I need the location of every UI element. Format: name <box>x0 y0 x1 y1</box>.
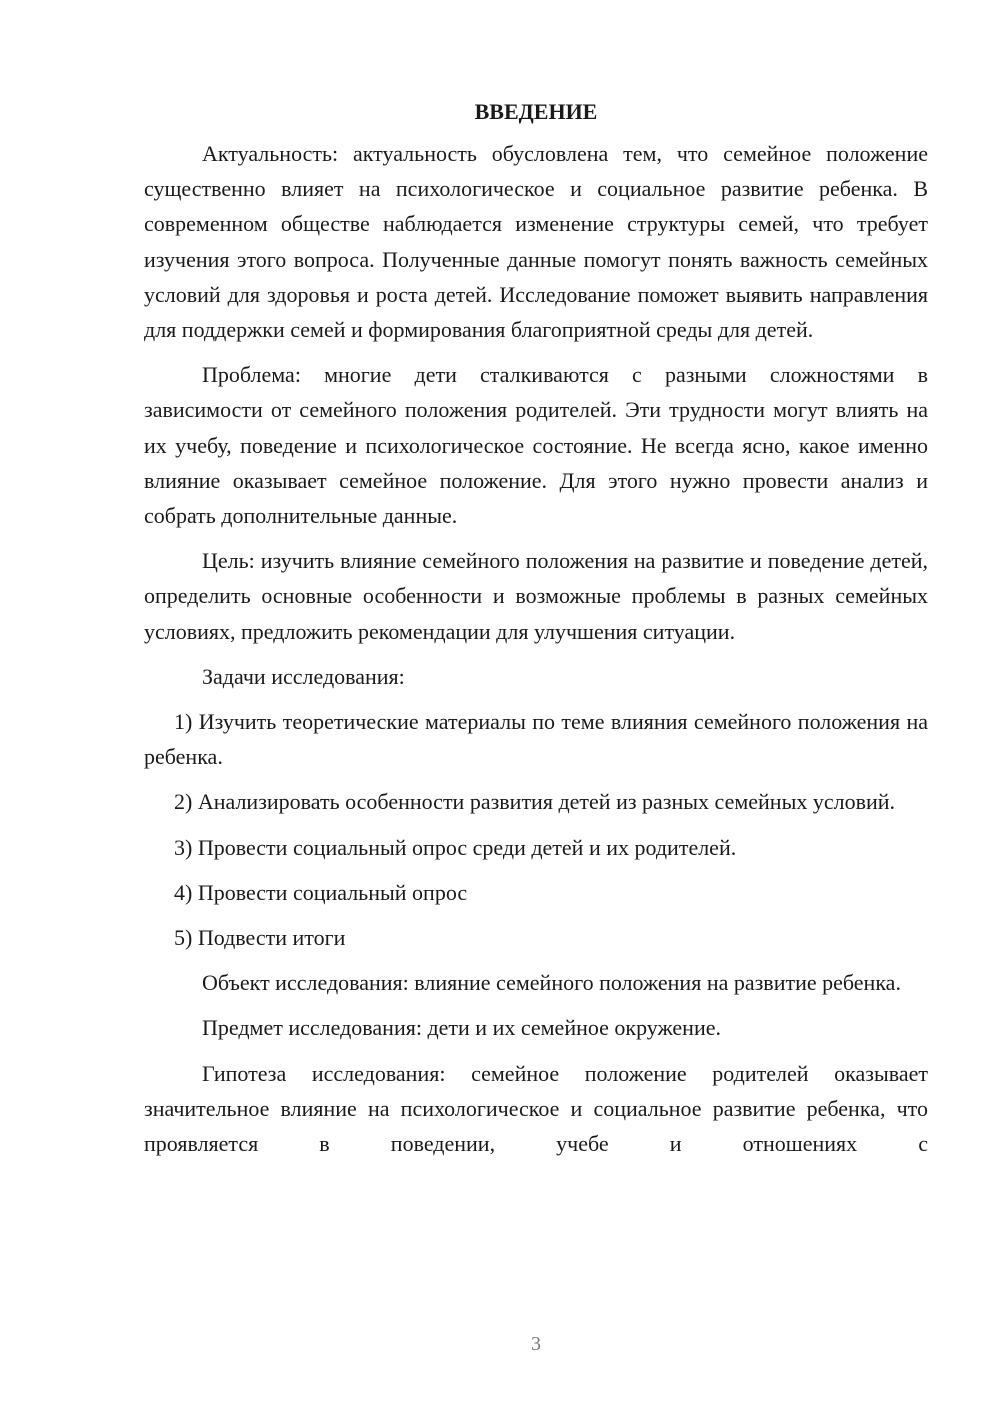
paragraph-goal: Цель: изучить влияние семейного положения на развитие и поведение детей, определить основные особенности и возможные проблемы в разных семейных условиях, предложить рекомендации для улучшения ситуации. <box>144 548 928 644</box>
task-item: 5) Подвести итоги <box>174 925 346 951</box>
paragraph-relevance: Актуальность: актуальность обусловлена тем, что семейное положение существенно влияет на психологическое и социальное развитие ребенка. В современном обществе наблюдается изменение структуры семей, что требует изучения этого вопроса. Полученные данные помогут понять важность семейных условий для здоровья и роста детей. Исследование поможет выявить направления для поддержки семей и формирования благоприятной среды для детей. <box>144 141 928 343</box>
page-content <box>144 94 928 1171</box>
paragraph-hypothesis: Гипотеза исследования: семейное положение родителей оказывает значительное влияние на психологическое и социальное развитие ребенка, что проявляется в поведении, учебе и отношениях с <box>144 1060 928 1157</box>
task-item: 4) Провести социальный опрос <box>174 879 468 905</box>
task-item: 3) Провести социальный опрос среди детей и их родителей. <box>174 834 737 860</box>
paragraph-tasks-title: Задачи исследования: <box>202 663 405 689</box>
task-item: 2) Анализировать особенности развития детей из разных семейных условий. <box>174 789 896 815</box>
paragraph-object: Объект исследования: влияние семейного положения на развитие ребенка. <box>202 970 901 996</box>
paragraph-subject: Предмет исследования: дети и их семейное окружение. <box>202 1015 721 1041</box>
paragraph-problem: Проблема: многие дети сталкиваются с разными сложностями в зависимости от семейного положения родителей. Эти трудности могут влиять на их учебу, поведение и психологическое состояние. Не всегда ясно, какое именно влияние оказывает семейное положение. Для этого нужно провести анализ и собрать дополнительные данные. <box>144 362 928 529</box>
section-heading: ВВЕДЕНИЕ <box>474 99 598 124</box>
page-number: 3 <box>531 1333 541 1355</box>
task-item: 1) Изучить теоретические материалы по теме влияния семейного положения на ребенка. <box>144 709 928 770</box>
